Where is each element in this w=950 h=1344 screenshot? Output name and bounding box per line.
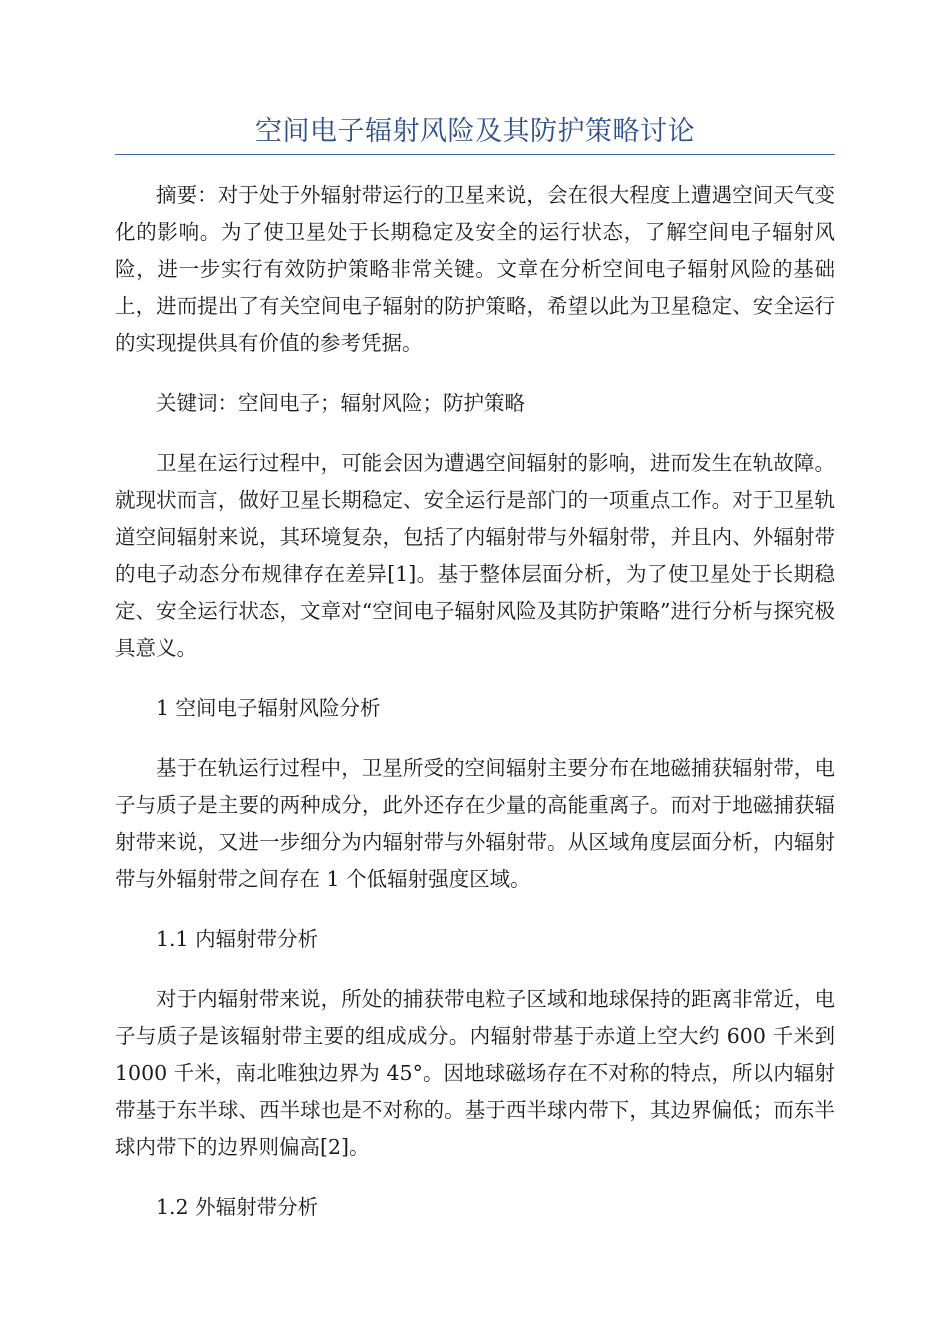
document-body bbox=[115, 177, 835, 1249]
intro-paragraph: 卫星在运行过程中，可能会因为遭遇空间辐射的影响，进而发生在轨故障。就现状而言，做好卫星长期稳定、安全运行是部门的一项重点工作。对于卫星轨道空间辐射来说，其环境复杂，包括了内辐射带与外辐射带，并且内、外辐射带的电子动态分布规律存在差异[1]。基于整体层面分析，为了使卫星处于长期稳定、安全运行状态，文章对“空间电子辐射风险及其防护策略”进行分析与探究极具意义。 bbox=[115, 451, 835, 660]
section-1-2-heading: 1.2 外辐射带分析 bbox=[156, 1195, 319, 1219]
section-1-1-heading: 1.1 内辐射带分析 bbox=[156, 927, 319, 951]
keywords-paragraph: 关键词：空间电子；辐射风险；防护策略 bbox=[156, 391, 525, 415]
document-title: 空间电子辐射风险及其防护策略讨论 bbox=[255, 116, 695, 147]
section-1-paragraph: 基于在轨运行过程中，卫星所受的空间辐射主要分布在地磁捕获辐射带，电子与质子是主要的两种成分，此外还存在少量的高能重离子。而对于地磁捕获辐射带来说，又进一步细分为内辐射带与外辐射带。从区域角度层面分析，内辐射带与外辐射带之间存在 1 个低辐射强度区域。 bbox=[115, 756, 835, 891]
abstract-paragraph: 摘要：对于处于外辐射带运行的卫星来说，会在很大程度上遭遇空间天气变化的影响。为了使卫星处于长期稳定及安全的运行状态，了解空间电子辐射风险，进一步实行有效防护策略非常关键。文章在分析空间电子辐射风险的基础上，进而提出了有关空间电子辐射的防护策略，希望以此为卫星稳定、安全运行的实现提供具有价值的参考凭据。 bbox=[115, 183, 835, 355]
title-underline bbox=[115, 154, 835, 155]
section-1-1-paragraph: 对于内辐射带来说，所处的捕获带电粒子区域和地球保持的距离非常近，电子与质子是该辐射带主要的组成成分。内辐射带基于赤道上空大约 600 千米到 1000 千米，南北唯独边界为 45°。因地球磁场存在不对称的特点，所以内辐射带基于东半球、西半球也是不对称的。基于西半球内带下，其边界偏低；而东半球内带下的边界则偏高[2]。 bbox=[115, 987, 835, 1159]
section-1-heading: 1 空间电子辐射风险分析 bbox=[156, 696, 381, 720]
